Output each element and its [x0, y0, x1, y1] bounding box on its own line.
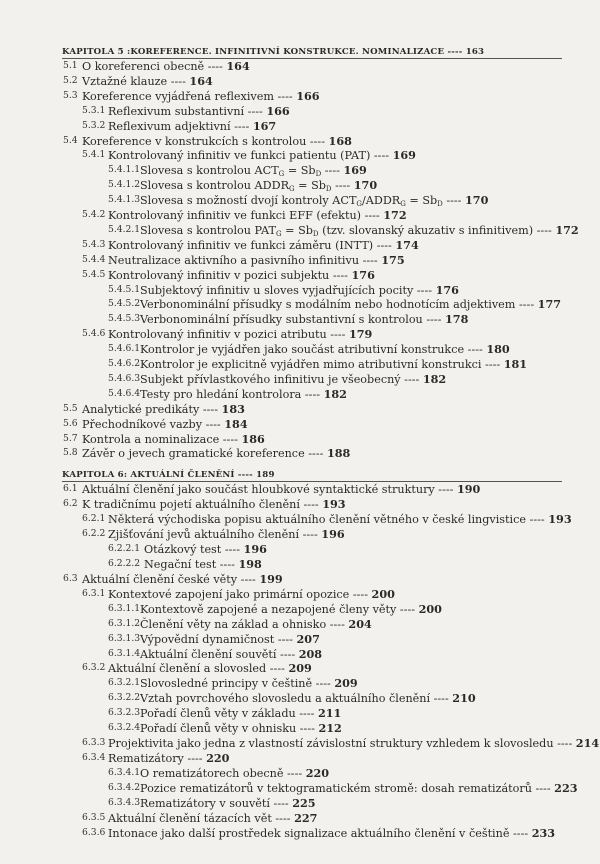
section-number: 6.2.2.2: [108, 557, 141, 569]
section-number: 6.3.4.1: [108, 767, 141, 778]
leader: ----: [301, 387, 324, 401]
leader: ----: [299, 527, 322, 541]
leader: ----: [370, 149, 393, 163]
chapter-5-heading: KAPITOLA 5 :KOREFERENCE. INFINITIVNÍ KONSTRUKCE. NOMINALIZACE ---- 163: [62, 47, 485, 57]
section-number: 5.4.6.4: [108, 387, 141, 399]
page-number: 178: [445, 312, 469, 327]
section-number: 5.4.2: [82, 209, 106, 220]
page-number: 174: [395, 237, 419, 252]
section-number: 6.2.1: [82, 512, 106, 524]
leader: ----: [400, 372, 423, 386]
section-number: 6.3.5: [82, 811, 106, 823]
page-number: 199: [259, 571, 283, 586]
entry-title: Výpovědní dynamičnost: [140, 632, 275, 646]
entry-text: [108, 825, 555, 842]
leader: ----: [270, 797, 293, 810]
entry-title-part: (tzv. slovanský akuzativ s infinitivem): [318, 223, 534, 237]
leader: ----: [396, 602, 419, 616]
section-number: 5.4.3: [82, 238, 106, 250]
page-number: 168: [328, 133, 352, 148]
leader: ----: [306, 134, 329, 148]
entry-title: Projektivita jako jedna z vlastností závislostní struktury vzhledem k slovosledu: [108, 737, 554, 751]
entry-title: Aktuální členění tázacích vět: [108, 811, 272, 825]
leader: ----: [244, 104, 267, 118]
section-number: 5.4.1: [82, 149, 106, 161]
leader: ----: [221, 542, 244, 556]
entry-title: K tradičnímu pojetí aktuálního členění: [82, 497, 300, 511]
section-number: 6.3.1.3: [108, 632, 141, 644]
leader: ----: [216, 557, 239, 571]
section-number: 5.4.1.1: [108, 164, 141, 176]
leader: ----: [312, 677, 335, 691]
section-number: 5.4.6.3: [108, 372, 141, 384]
subscript: D: [325, 185, 332, 194]
page-number: 181: [503, 357, 528, 371]
subscript: G: [356, 200, 363, 209]
section-number: 5.5: [63, 402, 78, 414]
section-number: 6.3.4.3: [108, 797, 141, 808]
page-number: 233: [531, 825, 556, 840]
leader: ----: [349, 587, 372, 601]
entry-title: Kontrolovaný infinitiv v pozici atributu: [108, 328, 327, 342]
entry-title: Zjišťování jevů aktuálního členění: [108, 527, 300, 541]
entry-title-part: = Sb: [405, 194, 438, 208]
page-number: 166: [266, 103, 290, 118]
section-number: 5.4.1.3: [108, 194, 141, 206]
chapter-6-title: KAPITOLA 6: AKTUÁLNÍ ČLENĚNÍ: [62, 470, 235, 480]
leader: ----: [515, 298, 538, 312]
page-number: 182: [323, 386, 347, 401]
page-number: 188: [326, 446, 351, 461]
page-number: 183: [221, 401, 245, 416]
page-number: 220: [305, 766, 330, 780]
page-number: 193: [548, 511, 572, 526]
entry-title: Verbonominální přísudky substantivní s kontrolou: [140, 313, 423, 327]
section-number: 5.4.5.3: [108, 313, 141, 325]
section-number: 5.4.6.1: [108, 343, 141, 355]
leader: ----: [296, 722, 319, 736]
leader: ----: [359, 253, 382, 267]
entry-title: Slovesa s možností dvojí kontroly ACT: [140, 194, 357, 208]
leader: ----: [167, 74, 190, 88]
section-number: 5.3.1: [82, 104, 106, 116]
entry-title: Reflexivum substantivní: [108, 104, 245, 118]
leader: ----: [373, 238, 396, 252]
leader: ----: [329, 268, 352, 282]
section-number: 6.3.2.3: [108, 707, 141, 719]
section-number: 6.3.6: [82, 826, 106, 838]
page-number: 166: [296, 88, 320, 103]
leader: ----: [321, 164, 344, 178]
page-number: 184: [224, 416, 248, 431]
page-number: 196: [321, 526, 345, 541]
entry-title: Testy pro hledání kontrolora: [140, 387, 302, 401]
leader: ----: [434, 483, 457, 496]
entry-title: Slovosledné principy v češtině: [140, 677, 313, 691]
page-number: 169: [343, 163, 367, 178]
section-number: 5.1: [63, 60, 78, 71]
entry-title: Kontrolor je vyjádřen jako součást atributivní konstrukce: [140, 343, 465, 357]
entry-title: Kontextově zapojené a nezapojené členy věty: [140, 602, 397, 616]
chapter-5-page: 163: [465, 47, 485, 57]
entry-title: Kontrolovaný infinitiv ve funkci záměru (INTT): [108, 238, 374, 252]
page-number: 209: [288, 661, 312, 676]
entry-title: Některá východiska popisu aktuálního členění větného v české lingvistice: [108, 512, 527, 526]
page-number: 211: [317, 706, 342, 721]
entry-title: Přechodníkové vazby: [82, 417, 203, 431]
section-number: 5.8: [63, 447, 78, 459]
entry-title: Slovesa s kontrolou PAT: [140, 223, 276, 237]
leader: ----: [304, 447, 327, 461]
entry-title: Rematizátory v souvětí: [140, 797, 270, 810]
entry-title: Pozice rematizátorů v tektogramatickém stromě: dosah rematizátorů: [140, 782, 532, 795]
subscript: G: [400, 200, 406, 209]
section-number: 6.3.4.2: [108, 782, 141, 793]
entry-title: Aktuální členění jako součást hloubkové syntaktické struktury: [82, 483, 435, 496]
leader: ----: [276, 647, 299, 661]
leader: ----: [266, 662, 289, 676]
page-number: 172: [555, 222, 579, 237]
chapter-5-title: KAPITOLA 5 :KOREFERENCE. INFINITIVNÍ KONSTRUKCE. NOMINALIZACE: [62, 47, 445, 57]
section-number: 6.2: [63, 497, 78, 509]
page-number: 200: [418, 601, 442, 616]
page-number: 225: [292, 796, 316, 810]
leader: ----: [183, 752, 207, 766]
leader: ----: [533, 223, 556, 237]
section-number: 6.3.2: [82, 662, 106, 674]
section-number: 5.4.2.1: [108, 223, 141, 235]
page-number: 223: [554, 781, 578, 795]
section-number: 5.3: [63, 89, 78, 101]
entry-title: O koreferenci obecně: [82, 60, 205, 73]
page-number: 207: [296, 631, 320, 646]
page-number: 167: [252, 118, 277, 133]
section-number: 6.3: [63, 572, 78, 584]
section-number: 5.2: [63, 74, 78, 86]
leader: ----: [422, 313, 445, 327]
page-number: 196: [243, 541, 267, 556]
page-number: 182: [422, 371, 447, 386]
chapter-6-heading: KAPITOLA 6: AKTUÁLNÍ ČLENĚNÍ ---- 189: [62, 470, 275, 480]
section-number: 6.3.1.1: [108, 602, 141, 614]
leader: ----: [274, 632, 297, 646]
entry-title: Negační test: [144, 557, 217, 571]
entry-title: Koreference vyjádřená reflexivem: [82, 89, 274, 103]
entry-title: Slovesa s kontrolou ADDR: [140, 179, 289, 193]
leader: ----: [230, 119, 253, 133]
page-number: 169: [392, 148, 416, 163]
page-number: 190: [456, 482, 481, 496]
entry-title: Rematizátory: [108, 752, 184, 766]
page-number: 193: [322, 496, 346, 511]
entry-title: Intonace jako další prostředek signalizace aktuálního členění v češtině: [108, 826, 510, 840]
entry-title-part: /ADDR: [362, 194, 401, 208]
subscript: G: [289, 185, 295, 194]
entry-title: Subjekt přívlastkového infinitivu je všeobecný: [140, 372, 401, 386]
entry-title: Kontrolor je explicitně vyjádřen mimo atributivní konstrukci: [140, 358, 482, 371]
entry-title: Neutralizace aktivního a pasivního infinitivu: [108, 253, 360, 267]
section-number: 6.3.3: [82, 737, 106, 749]
page-number: 176: [351, 267, 375, 282]
page-number: 198: [238, 556, 262, 571]
leader: ----: [430, 692, 453, 706]
section-number: 6.3.2.1: [108, 677, 141, 689]
section-number: 5.4.5.2: [108, 298, 141, 310]
entry-title: Otázkový test: [144, 542, 222, 556]
leader: ----: [413, 283, 436, 297]
entry-title-part: = Sb: [294, 179, 326, 193]
subscript: G: [276, 229, 282, 238]
section-number: 5.7: [63, 432, 78, 444]
subscript: D: [437, 200, 443, 209]
leader: ----: [531, 782, 555, 795]
leader: ----: [273, 89, 297, 103]
subscript: D: [315, 170, 322, 179]
entry-title: Kontrolovaný infinitiv ve funkci EFF (efektu): [108, 209, 362, 222]
leader: ----: [331, 179, 354, 193]
page-number: 170: [465, 193, 489, 208]
page-number: 186: [241, 431, 265, 446]
entry-title: Vztah povrchového slovosledu a aktuálního členění: [140, 692, 431, 706]
page-number: 177: [537, 297, 562, 312]
leader: ----: [481, 358, 504, 371]
page-number: 179: [348, 327, 373, 342]
page-number: 175: [381, 252, 405, 267]
page-number: 204: [348, 616, 372, 631]
entry-title: Reflexivum adjektivní: [108, 119, 231, 133]
entry-title: Aktuální členění a slovosled: [108, 662, 267, 676]
leader: ----: [464, 343, 487, 357]
section-number: 5.3.2: [82, 119, 106, 131]
entry-title: Aktuální členění české věty: [82, 572, 238, 586]
page-number: 164: [226, 59, 250, 73]
leader: ----: [202, 417, 225, 431]
section-number: 6.3.2.4: [108, 722, 141, 734]
page-number: 220: [206, 751, 230, 766]
section-number: 6.2.2.1: [108, 542, 141, 554]
page-number: 212: [318, 721, 342, 736]
entry-title: Pořadí členů věty v základu: [140, 707, 296, 721]
entry-title-part: = Sb: [284, 164, 316, 178]
leader: ----: [553, 737, 576, 751]
entry-title: Členění věty na základ a ohnisko: [140, 617, 327, 631]
entry-title: Vztažné klauze: [82, 74, 168, 88]
leader: ----: [361, 209, 384, 222]
leader: ----: [326, 617, 349, 631]
page-number: 227: [294, 810, 318, 825]
entry-title: Pořadí členů věty v ohnisku: [140, 722, 297, 736]
entry-title: Aktuální členění souvětí: [140, 647, 277, 661]
page-number: 210: [452, 691, 476, 706]
entry-title-part: = Sb: [281, 223, 313, 237]
entry-title: Kontrola a nominalizace: [82, 432, 220, 446]
page-number: 164: [189, 73, 213, 88]
entry-title: Verbonominální přísudky s modálním nebo hodnotícím adjektivem: [140, 298, 516, 312]
entry-title: Závěr o jevech gramatické koreference: [82, 447, 305, 461]
page-number: 172: [383, 208, 407, 222]
subscript: G: [278, 170, 285, 179]
subscript: D: [312, 229, 319, 238]
page-number: 209: [334, 676, 358, 691]
leader: ----: [199, 402, 222, 416]
section-number: 6.3.1: [82, 587, 106, 599]
section-number: 5.4.4: [82, 253, 106, 265]
section-number: 5.4.5: [82, 268, 106, 280]
page-number: 170: [353, 178, 378, 193]
section-number: 6.1: [63, 483, 78, 494]
leader: ----: [219, 432, 242, 446]
section-number: 6.3.4: [82, 752, 106, 764]
leader: ----: [442, 194, 465, 208]
entry-title: Analytické predikáty: [82, 402, 200, 416]
entry-title: Slovesa s kontrolou ACT: [140, 164, 279, 178]
leader: ----: [237, 572, 260, 586]
page-number: 214: [575, 736, 600, 751]
section-number: 6.3.1.2: [108, 617, 141, 629]
section-number: 5.4.1.2: [108, 179, 141, 191]
leader: ----: [326, 328, 349, 342]
leader: ----: [299, 497, 323, 511]
section-number: 5.4: [63, 134, 78, 146]
leader: ----: [271, 811, 295, 825]
entry-title: O rematizátorech obecně: [140, 767, 284, 780]
section-number: 5.4.5.1: [108, 283, 141, 295]
section-number: 5.6: [63, 417, 78, 429]
leader: ----: [526, 512, 549, 526]
section-number: 5.4.6.2: [108, 358, 141, 369]
section-number: 5.4.6: [82, 328, 106, 340]
leader: ----: [295, 707, 318, 721]
page-number: 200: [371, 586, 395, 601]
section-number: 6.2.2: [82, 527, 106, 539]
entry-title: Kontrolovaný infinitiv v pozici subjektu: [108, 268, 330, 282]
chapter-6-page: 189: [256, 470, 275, 480]
entry-text: [82, 445, 350, 462]
entry-title: Kontextové zapojení jako primární opozice: [108, 587, 350, 601]
section-number: 6.3.2.2: [108, 692, 141, 704]
leader: ----: [509, 826, 532, 840]
entry-title: Koreference v konstrukcích s kontrolou: [82, 134, 307, 148]
leader: ----: [204, 60, 227, 73]
page-number: 208: [298, 646, 323, 661]
entry-title: Kontrolovaný infinitiv ve funkci patientu (PAT): [108, 149, 371, 163]
page-number: 176: [435, 282, 459, 297]
page-number: 180: [486, 342, 510, 357]
entry-title: Subjektový infinitiv u sloves vyjadřujících pocity: [140, 283, 414, 297]
leader: ----: [283, 767, 306, 780]
section-number: 6.3.1.4: [108, 647, 141, 659]
